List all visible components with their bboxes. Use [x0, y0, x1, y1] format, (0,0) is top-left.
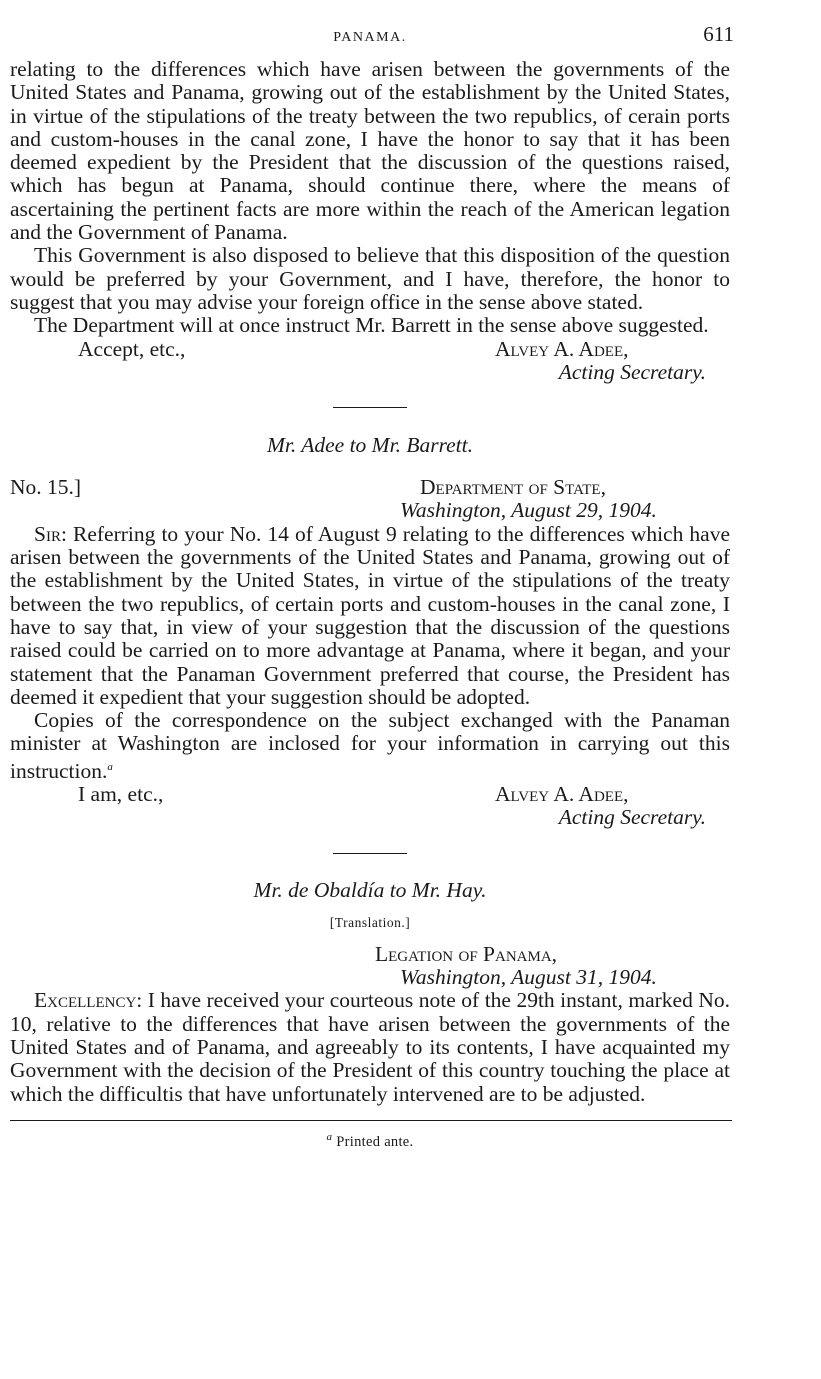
letter2-signature-title: Acting Secretary. [558, 805, 706, 830]
letter3-salutation: Excellency: [34, 988, 143, 1013]
letter2-signature: Alvey A. Adee, [495, 782, 629, 807]
running-head: PANAMA. [333, 30, 407, 45]
letter1-paragraph-3: The Department will at once instruct Mr. Barrett in the sense above suggested. [34, 313, 709, 338]
translation-note: [Translation.] [329, 914, 411, 930]
footnote-reference: a [107, 760, 113, 773]
page-number: 611 [703, 22, 734, 46]
letter2-paragraph-2-text: Copies of the correspondence on the subject exchanged with the Panaman minister at Washington are inclosed for your information in carrying out this instruction. [10, 708, 730, 783]
letter3-heading: Mr. de Obaldía to Mr. Hay. [253, 877, 487, 902]
letter2-heading: Mr. Adee to Mr. Barrett. [266, 433, 474, 458]
letter2-dateline [10, 476, 730, 523]
letter3-place-date: Washington, August 31, 1904. [400, 965, 657, 990]
letter2-paragraph-1 [10, 523, 730, 709]
letter2-paragraph-1-text: Referring to your No. 14 of August 9 relating to the differences which have arisen between the governments of the United States and Panama, growing out of the establishment by the United States, in virtue of the stipulations of the treaty between the two republics, of certain ports and custom-houses in the canal zone, I have to say that, in view of your suggestion that the discussion of the questions raised could be carried on to more advantage at Panama, where it began, and your statement that the Panaman Government preferred that course, the President has deemed it expedient that your suggestion should be adopted. [10, 521, 730, 709]
letter2-salutation: Sir: [34, 521, 67, 546]
footnote [10, 1131, 730, 1151]
letter2-paragraph-2 [10, 709, 730, 783]
footnote-text: Printed ante. [336, 1133, 414, 1150]
letter1-signature: Alvey A. Adee, [495, 336, 629, 361]
page-header [10, 22, 734, 58]
letter2-closing-line [10, 783, 730, 806]
letter2-closing: I am, etc., [78, 782, 164, 807]
letter1-signature-title: Acting Secretary. [558, 359, 706, 384]
letter2-office: Department of State, [420, 475, 606, 500]
letter3-dateline [10, 943, 730, 990]
letter1-paragraph-2: This Government is also disposed to believe that this disposition of the question would be preferred by your Government, and I have, therefore, the honor to suggest that you may advise your foreign office in the sense above stated. [10, 243, 730, 314]
letter3-paragraph-1 [10, 989, 730, 1105]
letter2-number: No. 15.] [10, 475, 82, 500]
letter1-closing: Accept, etc., [78, 336, 186, 361]
letter1-paragraph-1: relating to the differences which have arisen between the governments of the United States and Panama, growing out of the establishment by the United States, in virtue of the stipulations of the treaty between the two republics, of cerain ports and custom-houses in the canal zone, I have the honor to say that it has been deemed expedient by the President that the discussion of the questions raised, which has begun at Panama, should continue there, where the means of ascertaining the pertinent facts are more within the reach of the American legation and the Government of Panama. [10, 57, 730, 245]
footnote-mark: a [326, 1130, 333, 1143]
letter3-paragraph-1-text: I have received your courteous note of the 29th instant, marked No. 10, relative to the differences that have arisen between the governments of the United States and of Panama, and agreeably to its contents, I have acquainted my Government with the decision of the President of this country touching the place at which the difficultis that have unfortunately intervened are to be adjusted. [10, 988, 730, 1106]
letter3-office: Legation of Panama, [375, 941, 558, 966]
letter2-place-date: Washington, August 29, 1904. [400, 498, 657, 523]
letter1-closing-line [10, 338, 730, 361]
document-page [10, 22, 734, 1151]
